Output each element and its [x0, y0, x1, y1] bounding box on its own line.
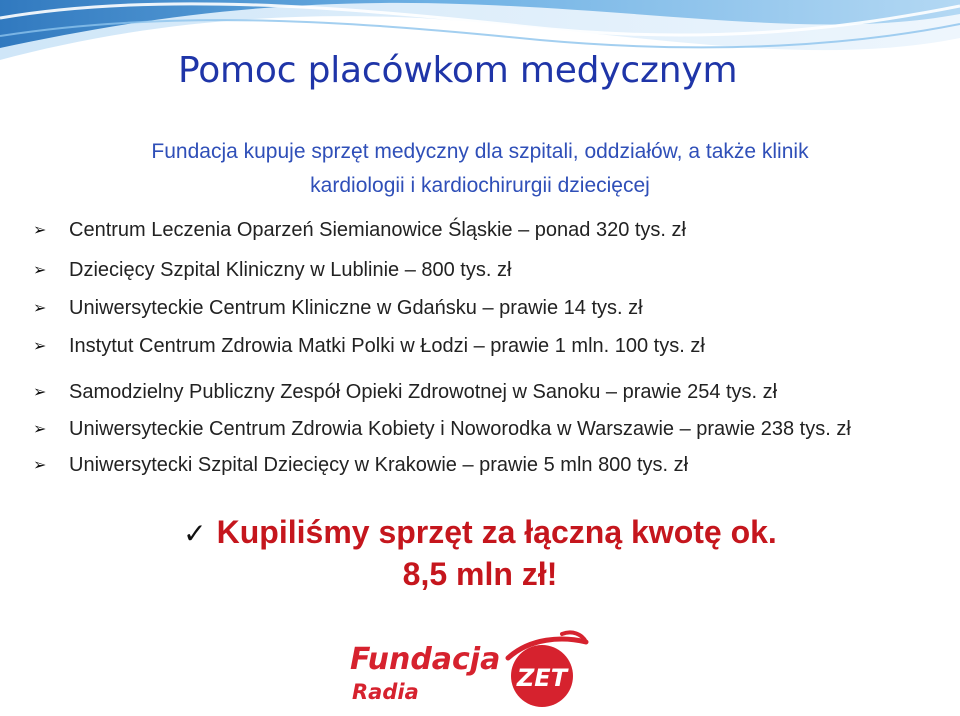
list-item: [33, 297, 643, 320]
summary-text: Kupiliśmy sprzęt za łączną kwotę ok.: [216, 514, 777, 550]
list-item: [33, 219, 686, 242]
intro-line-2: kardiologii i kardiochirurgii dziecięcej: [310, 174, 650, 197]
list-item: [33, 335, 705, 358]
page-title: Pomoc placówkom medycznym: [178, 50, 738, 91]
arrow-bullet-icon: ➢: [33, 262, 47, 279]
fundacja-radia-zet-logo: [350, 628, 590, 712]
logo-badge-text: ZET: [516, 664, 568, 692]
list-item-text: Uniwersyteckie Centrum Zdrowia Kobiety i Noworodka w Warszawie – prawie 238 tys. zł: [69, 418, 851, 440]
list-item-text: Uniwersytecki Szpital Dziecięcy w Krakowie – prawie 5 mln 800 tys. zł: [69, 454, 689, 476]
arrow-bullet-icon: ➢: [33, 338, 47, 355]
list-item-text: Samodzielny Publiczny Zespół Opieki Zdrowotnej w Sanoku – prawie 254 tys. zł: [69, 381, 778, 403]
list-item-text: Dziecięcy Szpital Kliniczny w Lublinie – 800 tys. zł: [69, 259, 512, 281]
list-item-text: Uniwersyteckie Centrum Kliniczne w Gdańsku – prawie 14 tys. zł: [69, 297, 643, 319]
list-item: [33, 454, 688, 477]
intro-line-1: Fundacja kupuje sprzęt medyczny dla szpitali, oddziałów, a także klinik: [151, 140, 809, 163]
checkmark-icon: ✓: [183, 518, 207, 549]
summary-line-2: 8,5 mln zł!: [402, 556, 558, 592]
arrow-bullet-icon: ➢: [33, 384, 47, 401]
logo-word-radia: Radia: [352, 680, 419, 704]
list-item: [33, 259, 511, 282]
list-item-text: Centrum Leczenia Oparzeń Siemianowice Śląskie – ponad 320 tys. zł: [69, 219, 686, 241]
arrow-bullet-icon: ➢: [33, 300, 47, 317]
arrow-bullet-icon: ➢: [33, 457, 47, 474]
arrow-bullet-icon: ➢: [33, 222, 47, 239]
summary-line-1: [0, 514, 960, 551]
list-item: [33, 418, 851, 441]
logo-word-fundacja: Fundacja: [350, 642, 501, 677]
zet-badge-icon: [500, 628, 590, 712]
list-item-text: Instytut Centrum Zdrowia Matki Polki w Łodzi – prawie 1 mln. 100 tys. zł: [69, 335, 705, 357]
list-item: [33, 381, 777, 404]
arrow-bullet-icon: ➢: [33, 421, 47, 438]
